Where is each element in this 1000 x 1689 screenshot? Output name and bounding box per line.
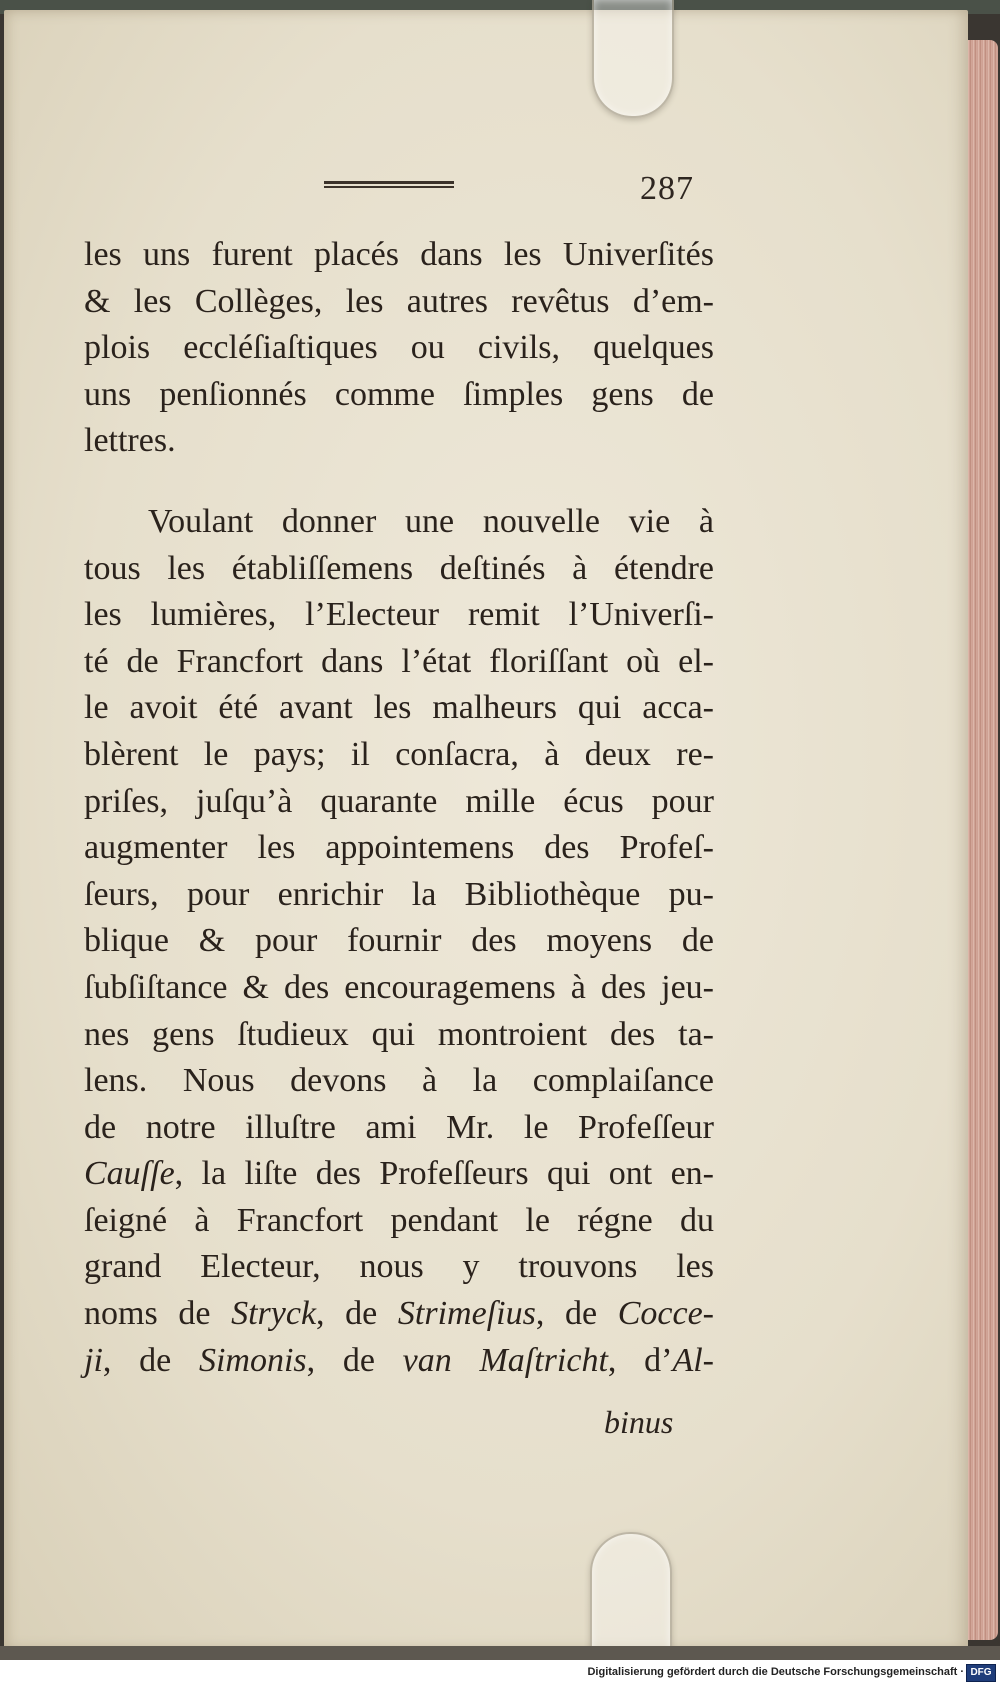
text-line: ſeigné à Francfort pendant le régne du xyxy=(84,1201,714,1239)
text-line: lens. Nous devons à la complaiſance xyxy=(84,1062,714,1100)
italic-name-simonis: Simonis xyxy=(198,1341,307,1379)
page-number: 287 xyxy=(640,170,694,207)
text-line-names-1 xyxy=(84,1291,714,1338)
text-line: priſes, juſqu’à quarante mille écus pour xyxy=(84,782,714,820)
text-segment: , de xyxy=(102,1341,199,1379)
text-line: ſeurs, pour enrichir la Bibliothèque pu- xyxy=(84,875,714,913)
text-line: blique & pour fournir des moyens de xyxy=(84,922,714,960)
text-line: de notre illuſtre ami Mr. le Profeſſeur xyxy=(84,1108,714,1146)
text-line: nes gens ſtudieux qui montroient des ta- xyxy=(84,1015,714,1053)
text-line: uns penſionnés comme ſimples gens de xyxy=(84,375,714,413)
text-segment: noms de xyxy=(84,1295,232,1333)
text-segment: , d’ xyxy=(607,1341,673,1379)
text-segment: , de xyxy=(316,1295,398,1333)
text-line: blèrent le pays; il conſacra, à deux re- xyxy=(84,735,714,773)
text-line: grand Electeur, nous y trouvons les xyxy=(84,1248,714,1286)
text-line: le avoit été avant les malheurs qui acca- xyxy=(84,689,714,727)
italic-name-causse: Cauſſe xyxy=(84,1155,175,1193)
text-block xyxy=(84,232,714,1384)
footer-credit-text: Digitalisierung gefördert durch die Deutsche Forschungsgemeinschaft · xyxy=(587,1666,964,1678)
text-line: Voulant donner une nouvelle vie à xyxy=(148,502,714,540)
text-line: & les Collèges, les autres revêtus d’em- xyxy=(84,282,714,320)
italic-name-albinus-start: Al- xyxy=(672,1341,714,1379)
text-line: les lumières, l’Electeur remit l’Univerſi- xyxy=(84,596,714,634)
paragraph-gap xyxy=(84,465,714,499)
text-line-names-2 xyxy=(84,1338,714,1385)
text-segment: , la liſte des Profeſſeurs qui ont en- xyxy=(174,1155,714,1193)
italic-name-strimesius: Strimeſius xyxy=(397,1295,536,1333)
text-line: les uns furent placés dans les Univerſités xyxy=(84,236,714,273)
text-line: ſubſiſtance & des encouragemens à des jeu- xyxy=(84,968,714,1006)
text-line-causse xyxy=(84,1151,714,1198)
page-clip-bottom xyxy=(590,1532,672,1664)
italic-name-van-mastricht: van Maſtricht xyxy=(402,1341,608,1379)
page-clip-top xyxy=(592,0,674,118)
dfg-logo-icon: DFG xyxy=(966,1664,996,1682)
italic-name-cocceji: Cocce- xyxy=(617,1295,714,1333)
digitization-footer xyxy=(0,1660,1000,1689)
text-line: augmenter les appointemens des Profeſ- xyxy=(84,829,714,867)
italic-name-stryck: Stryck xyxy=(231,1295,317,1333)
italic-name-cocceji-end: ji xyxy=(84,1341,103,1379)
text-segment: , de xyxy=(535,1295,618,1333)
text-segment: , de xyxy=(306,1341,403,1379)
text-line: lettres. xyxy=(84,422,176,460)
text-line: tous les établiſſemens deſtinés à étendre xyxy=(84,549,714,587)
book-page xyxy=(4,10,968,1650)
text-line: plois eccléſiaſtiques ou civils, quelques xyxy=(84,329,714,367)
page-bottom-edge xyxy=(0,1646,1000,1660)
text-line: té de Francfort dans l’état floriſſant où el- xyxy=(84,642,714,680)
header-rule xyxy=(324,181,454,188)
catchword: binus xyxy=(604,1404,674,1440)
